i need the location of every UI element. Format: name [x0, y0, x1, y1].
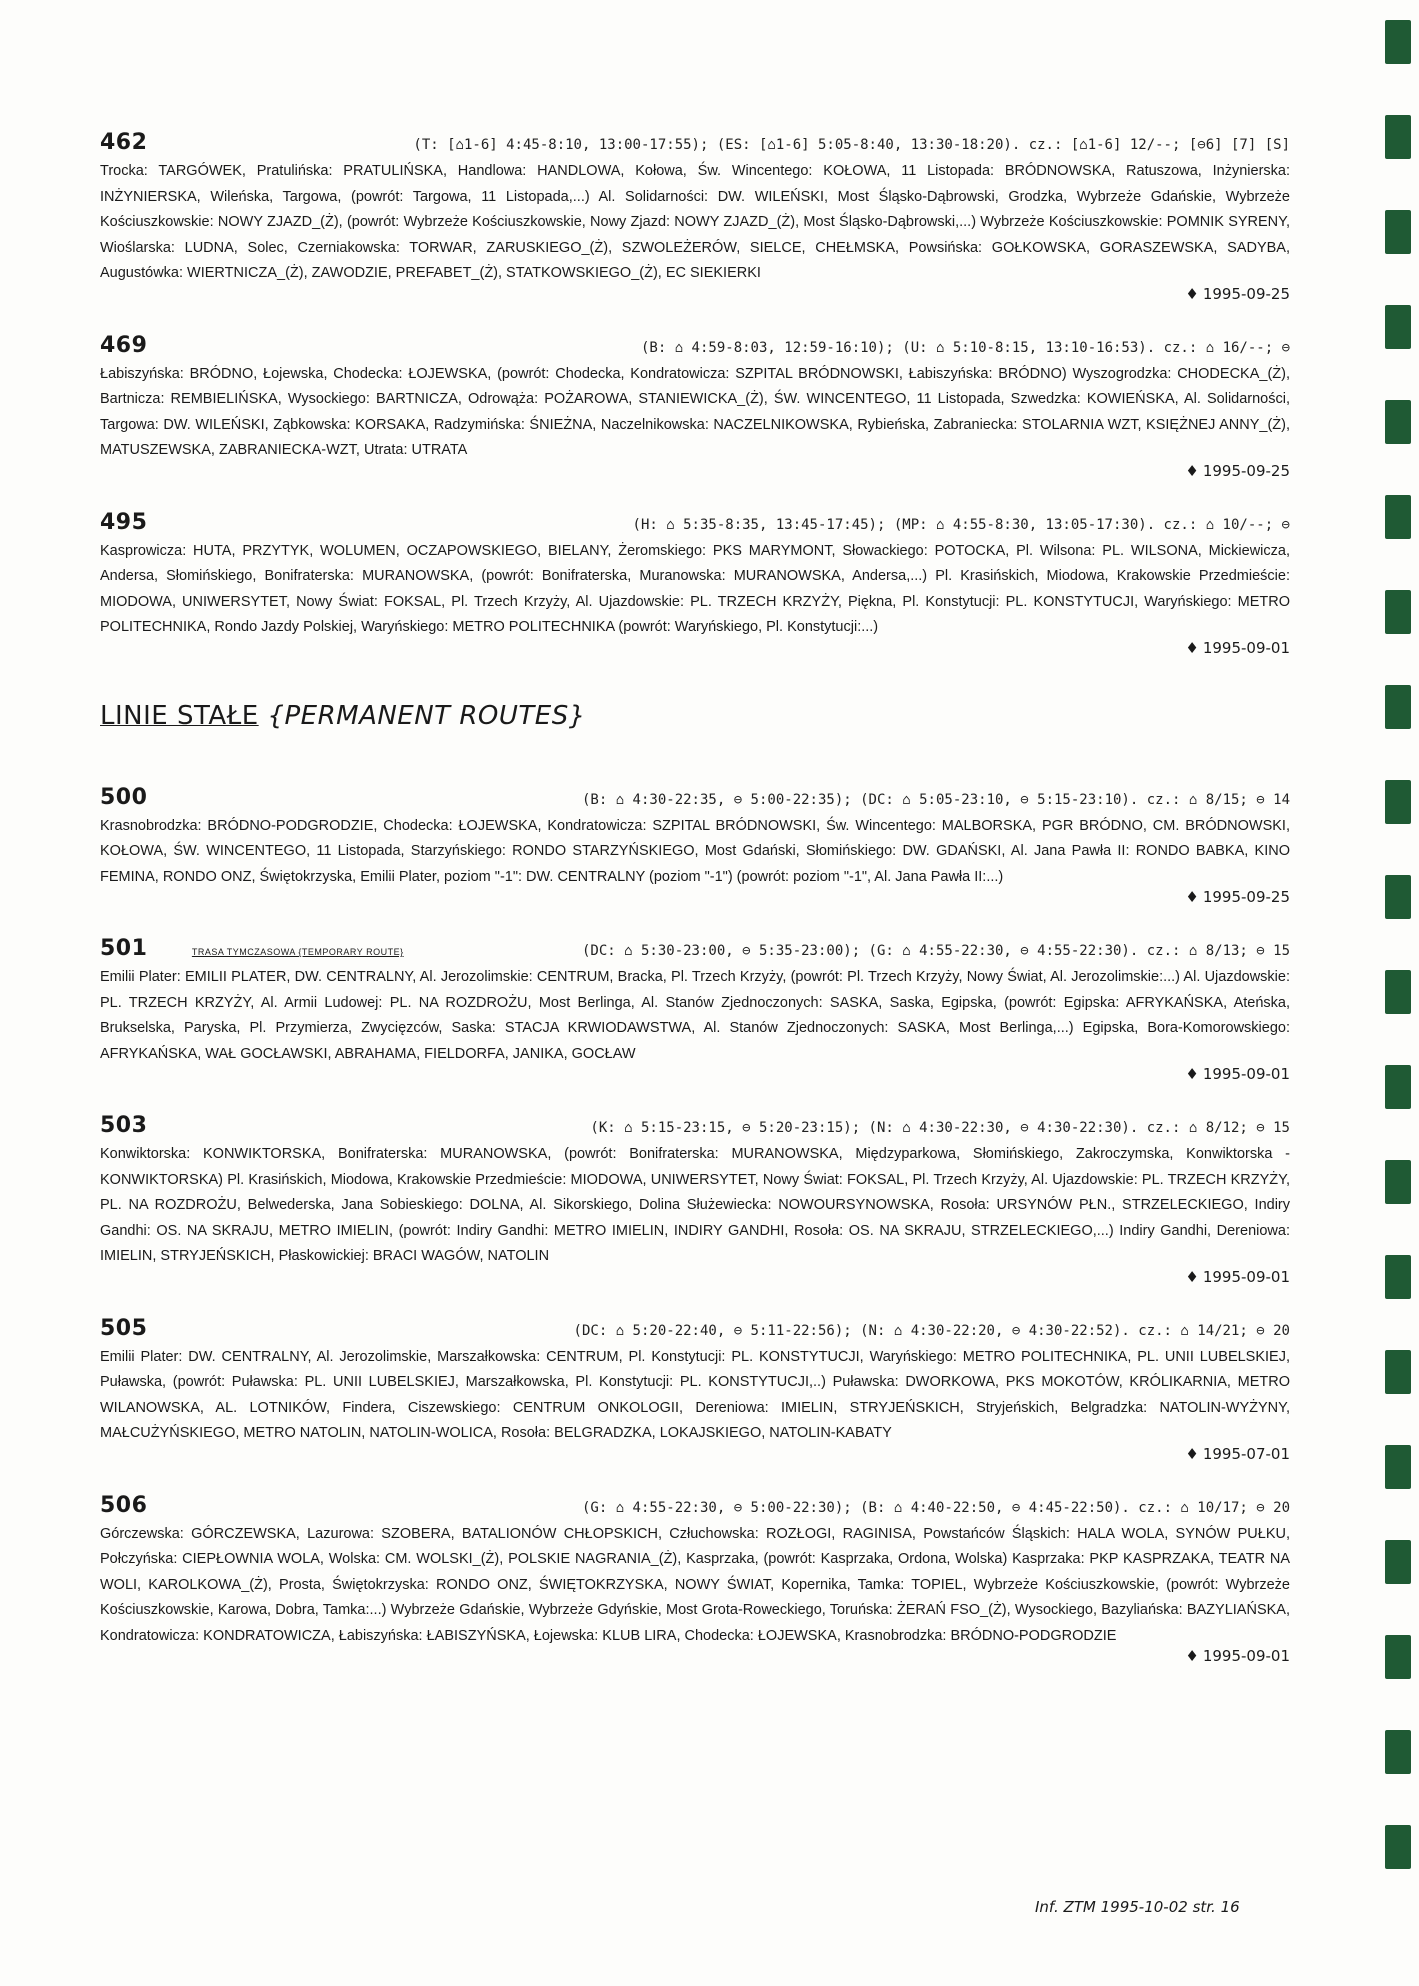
temporary-route-note: TRASA TYMCZASOWA {TEMPORARY ROUTE} [191, 947, 404, 957]
route-505 [100, 1316, 1290, 1463]
route-date: 1995-09-01 [1202, 1065, 1290, 1083]
diamond-icon: ♦ [1185, 888, 1199, 906]
route-text: Trocka: TARGÓWEK, Pratulińska: PRATULIŃSKA, Handlowa: HANDLOWA, Kołowa, Św. Wincentego: KOŁOWA, 11 Listopada: BRÓDNOWSKA, Ratuszowa, Inżynierska: INŻYNIERSKA, Wileńska, Targowa, (powrót: Targowa, 11 Listopada,...) Al. Solidarności: DW. WILEŃSKI, Most Śląsko-Dąbrowski, Grodzka, Wybrzeże Gdańskie, Wybrzeże Kościuszkowskie: NOWY ZJAZD_(Ż), (powrót: Wybrzeże Kościuszkowskie, Nowy Zjazd: NOWY ZJAZD_(Ż), Most Śląsko-Dąbrowski,...) Wybrzeże Kościuszkowskie: POMNIK SYRENY, Wioślarska: LUDNA, Solec, Czerniakowska: TORWAR, ZARUSKIEGO_(Ż), SZWOLEŻERÓW, SIELCE, CHEŁMSKA, Powsińska: GOŁKOWSKA, GORASZEWSKA, SADYBA, Augustówka: WIERTNICZA_(Ż), ZAWODZIE, PREFABET_(Ż), STATKOWSKIEGO_(Ż), EC SIEKIERKI [100, 163, 1290, 281]
route-number: 469 [100, 332, 148, 358]
route-500 [100, 785, 1290, 907]
route-date: 1995-09-25 [1202, 461, 1290, 480]
route-number: 500 [100, 784, 148, 810]
route-text: Emilii Plater: EMILII PLATER, DW. CENTRALNY, Al. Jerozolimskie: CENTRUM, Bracka, Pl. Trzech Krzyży, (powrót: Pl. Trzech Krzyży, Nowy Świat, Al. Jerozolimskie:...) Al. Ujazdowskie: PL. TRZECH KRZYŻY, Al. Armii Ludowej: PL. NA ROZDROŻU, Most Berlinga, Al. Stanów Zjednoczonych: SASKA, Saska, Egipska, (powrót: Egipska: AFRYKAŃSKA, Ateńska, Brukselska, Paryska, Pl. Przymierza, Zwycięzców, Saska: STACJA KRWIODAWSTWA, Al. Stanów Zjednoczonych: SASKA, Most Berlinga,...) Egipska, Bora-Komorowskiego: AFRYKAŃSKA, WAŁ GOCŁAWSKI, ABRAHAMA, FIELDORFA, JANIKA, GOCŁAW [100, 969, 1290, 1062]
route-date: 1995-09-01 [1202, 1647, 1290, 1665]
route-text: Kasprowicza: HUTA, PRZYTYK, WOLUMEN, OCZAPOWSKIEGO, BIELANY, Żeromskiego: PKS MARYMONT, Słowackiego: POTOCKA, Pl. Wilsona: PL. WILSONA, Mickiewicza, Andersa, Słomińskiego, Bonifraterska: MURANOWSKA, (powrót: Bonifraterska, Muranowska: MURANOWSKA, Andersa,...) Pl. Krasińskich, Miodowa, Krakowskie Przedmieście: MIODOWA, UNIWERSYTET, Nowy Świat: FOKSAL, Pl. Trzech Krzyży, Al. Ujazdowskie: PL. TRZECH KRZYŻY, Piękna, Pl. Konstytucji: PL. KONSTYTUCJI, Waryńskiego: METRO POLITECHNIKA, Rondo Jazdy Polskiej, Waryńskiego: METRO POLITECHNIKA (powrót: Waryńskiego, Pl. Konstytucji:...) [100, 542, 1290, 635]
route-schedule: (DC: ⌂ 5:20-22:40, ⊖ 5:11-22:56); (N: ⌂ 4:30-22:20, ⊖ 4:30-22:52). cz.: ⌂ 14/21; ⊖ 20 [573, 1322, 1290, 1339]
route-text: Emilii Plater: DW. CENTRALNY, Al. Jerozolimskie, Marszałkowska: CENTRUM, Pl. Konstytucji: PL. KONSTYTUCJI, Waryńskiego: METRO POLITECHNIKA, PL. UNII LUBELSKIEJ, Puławska, (powrót: Puławska: PL. UNII LUBELSKIEJ, Marszałkowska, Pl. Konstytucji: PL. KONSTYTUCJI,..) Puławska: DWORKOWA, PKS MOKOTÓW, KRÓLIKARNIA, METRO WILANOWSKA, AL. LOTNIKÓW, Findera, Ciszewskiego: CENTRUM ONKOLOGII, Dereniowa: IMIELIN, STRYJEŃSKICH, Stryjeńskich, Belgradzka: NATOLIN-WYŻYNY, MAŁCUŻYŃSKIEGO, METRO NATOLIN, NATOLIN-WOLICA, Rosoła: BELGRADZKA, LOKAJSKIEGO, NATOLIN-KABATY [100, 1348, 1290, 1441]
diamond-icon: ♦ [1185, 1444, 1199, 1463]
route-number: 495 [100, 509, 148, 535]
route-495 [100, 510, 1290, 657]
section-title-main: LINIE STAŁE [100, 700, 259, 731]
route-text: Górczewska: GÓRCZEWSKA, Lazurowa: SZOBERA, BATALIONÓW CHŁOPSKICH, Człuchowska: ROZŁOGI, RAGINISA, Powstańców Śląskich: HALA WOLA, SYNÓW PUŁKU, Połczyńska: CIEPŁOWNIA WOLA, Wolska: CM. WOLSKI_(Ż), POLSKIE NAGRANIA_(Ż), Kasprzaka, (powrót: Kasprzaka, Ordona, Wolska) Kasprzaka: PKP KASPRZAKA, TEATR NA WOLI, KAROLKOWA_(Ż), Prosta, Świętokrzyska: RONDO ONZ, ŚWIĘTOKRZYSKA, NOWY ŚWIAT, Kopernika, Tamka: TOPIEL, Wybrzeże Kościuszkowskie, (powrót: Wybrzeże Kościuszkowskie, Karowa, Dobra, Tamka:...) Wybrzeże Gdańskie, Wybrzeże Gdyńskie, Most Grota-Roweckiego, Toruńska: ŻERAŃ FSO_(Ż), Wysockiego, Bazyliańska: BAZYLIAŃSKA, Kondratowicza: KONDRATOWICZA, Łabiszyńska: ŁABISZYŃSKA, Łojewska: KLUB LIRA, Chodecka: ŁOJEWSKA, Krasnobrodzka: BRÓDNO-PODGRODZIE [100, 1525, 1290, 1644]
route-501 [100, 936, 1290, 1083]
route-schedule: (K: ⌂ 5:15-23:15, ⊖ 5:20-23:15); (N: ⌂ 4:30-22:30, ⊖ 4:30-22:30). cz.: ⌂ 8/12; ⊖ 15 [590, 1120, 1290, 1136]
route-schedule: (H: ⌂ 5:35-8:35, 13:45-17:45); (MP: ⌂ 4:55-8:30, 13:05-17:30). cz.: ⌂ 10/--; ⊖ [632, 516, 1290, 533]
route-date: 1995-09-01 [1202, 638, 1290, 657]
route-date: 1995-09-25 [1202, 888, 1290, 906]
route-text: Krasnobrodzka: BRÓDNO-PODGRODZIE, Chodecka: ŁOJEWSKA, Kondratowicza: SZPITAL BRÓDNOWSKI, Św. Wincentego: MALBORSKA, PGR BRÓDNO, CM. BRÓDNOWSKI, KOŁOWA, ŚW. WINCENTEGO, 11 Listopada, Starzyńskiego: RONDO STARZYŃSKIEGO, Most Gdański, Słomińskiego: DW. GDAŃSKI, Al. Jana Pawła II: RONDO BABKA, KINO FEMINA, RONDO ONZ, Świętokrzyska, Emilii Plater, poziom "-1": DW. CENTRALNY (poziom "-1") (powrót: poziom "-1", Al. Jana Pawła II:...) [100, 817, 1290, 885]
route-503 [100, 1113, 1290, 1286]
route-number: 503 [100, 1113, 148, 1138]
diamond-icon: ♦ [1185, 638, 1199, 657]
diamond-icon: ♦ [1185, 461, 1199, 480]
route-date: 1995-09-01 [1202, 1267, 1290, 1286]
route-number: 462 [100, 130, 148, 155]
route-469 [100, 333, 1290, 480]
diamond-icon: ♦ [1185, 1065, 1199, 1083]
route-text: Konwiktorska: KONWIKTORSKA, Bonifraterska: MURANOWSKA, (powrót: Bonifraterska: MURANOWSKA, Międzyparkowa, Słomińskiego, Zakroczymska, Konwiktorska - KONWIKTORSKA) Pl. Krasińskich, Miodowa, Krakowskie Przedmieście: MIODOWA, UNIWERSYTET, Nowy Świat: FOKSAL, Pl. Trzech Krzyży, Al. Ujazdowskie: PL. TRZECH KRZYŻY, PL. NA ROZDROŻU, Belwederska, Jana Sobieskiego: DOLNA, Al. Sikorskiego, Dolina Służewiecka: NOWOURSYNOWSKA, Rosoła: URSYNÓW PŁN., STRZELECKIEGO, Indiry Gandhi: OS. NA SKRAJU, METRO IMIELIN, (powrót: Indiry Gandhi: METRO IMIELIN, INDIRY GANDHI, Rosoła: OS. NA SKRAJU, STRZELECKIEGO,...) Indiry Gandhi, Dereniowa: IMIELIN, STRYJEŃSKICH, Płaskowickiej: BRACI WAGÓW, NATOLIN [100, 1146, 1290, 1264]
route-date: 1995-09-25 [1202, 284, 1290, 303]
route-schedule: (B: ⌂ 4:30-22:35, ⊖ 5:00-22:35); (DC: ⌂ 5:05-23:10, ⊖ 5:15-23:10). cz.: ⌂ 8/15; ⊖ 14 [581, 791, 1290, 808]
route-462 [100, 130, 1290, 303]
diamond-icon: ♦ [1185, 1647, 1199, 1665]
route-schedule: (G: ⌂ 4:55-22:30, ⊖ 5:00-22:30); (B: ⌂ 4:40-22:50, ⊖ 4:45-22:50). cz.: ⌂ 10/17; ⊖ 20 [581, 1499, 1290, 1516]
route-schedule: (DC: ⌂ 5:30-23:00, ⊖ 5:35-23:00); (G: ⌂ 4:55-22:30, ⊖ 4:55-22:30). cz.: ⌂ 8/13; ⊖ 15 [581, 943, 1290, 959]
route-number: 505 [100, 1315, 148, 1341]
route-number: 506 [100, 1492, 148, 1518]
binding-tabs [1355, 0, 1419, 1986]
route-schedule: (B: ⌂ 4:59-8:03, 12:59-16:10); (U: ⌂ 5:10-8:15, 13:10-16:53). cz.: ⌂ 16/--; ⊖ [640, 339, 1290, 356]
route-schedule: (T: [⌂1-6] 4:45-8:10, 13:00-17:55); (ES: [⌂1-6] 5:05-8:40, 13:30-18:20). cz.: [⌂1-6] 12/--; [⊖6] [7] [S] [413, 137, 1290, 153]
route-date: 1995-07-01 [1202, 1444, 1290, 1463]
section-title [100, 701, 1290, 731]
route-text: Łabiszyńska: BRÓDNO, Łojewska, Chodecka: ŁOJEWSKA, (powrót: Chodecka, Kondratowicza: SZPITAL BRÓDNOWSKI, Łabiszyńska: BRÓDNO) Wyszogrodzka: CHODECKA_(Ż), Bartnicza: REMBIELIŃSKA, Wysockiego: BARTNICZA, Odrowąża: POŻAROWA, STANIEWICKA_(Ż), ŚW. WINCENTEGO, 11 Listopada, Szwedzka: KOWIEŃSKA, Al. Solidarności, Targowa: DW. WILEŃSKI, Ząbkowska: KORSAKA, Radzymińska: ŚNIEŻNA, Naczelnikowska: NACZELNIKOWSKA, Rybieńska, Zabraniecka: STOLARNIA WZT, KSIĘŻNEJ ANNY_(Ż), MATUSZEWSKA, ZABRANIECKA-WZT, Utrata: UTRATA [100, 365, 1290, 458]
page-footer: Inf. ZTM 1995-10-02 str. 16 [1035, 1898, 1240, 1916]
section-subtitle: {PERMANENT ROUTES} [267, 700, 586, 731]
content [100, 130, 1290, 1695]
diamond-icon: ♦ [1185, 284, 1199, 303]
route-506 [100, 1493, 1290, 1666]
diamond-icon: ♦ [1185, 1267, 1199, 1286]
route-number: 501 [100, 936, 148, 961]
